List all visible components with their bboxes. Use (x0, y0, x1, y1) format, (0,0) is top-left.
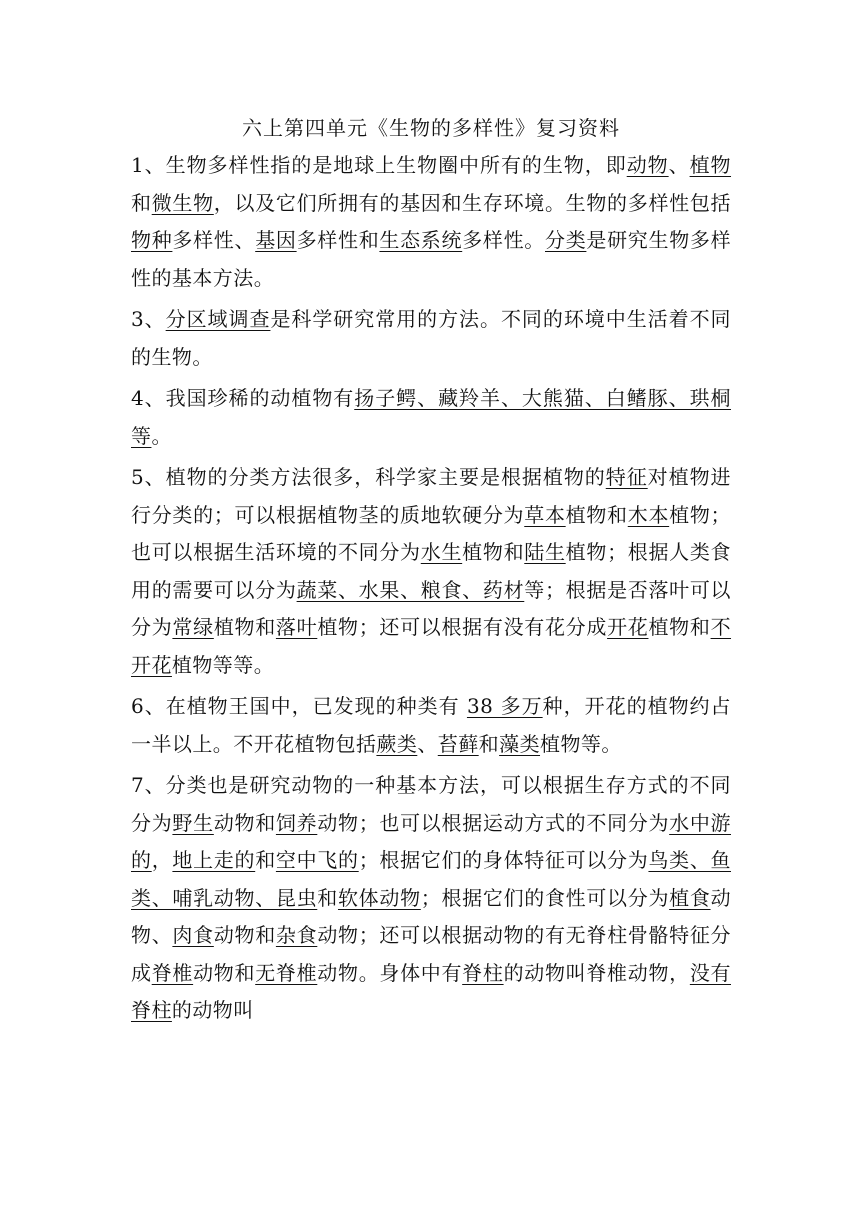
text-segment: 植物和 (213, 615, 276, 639)
underlined-key-term: 生态系统 (379, 228, 463, 252)
underlined-key-term: 分类 (545, 228, 587, 252)
underlined-key-term: 草本 (524, 502, 566, 527)
text-segment: 动物。身体中有 (317, 960, 463, 985)
text-segment: 4、我国珍稀的动植物有 (131, 386, 355, 410)
text-segment: 植物等。 (540, 731, 622, 756)
text-segment: 动物和 (213, 810, 276, 835)
text-segment: 、 (668, 153, 690, 177)
text-segment: ，以及它们所拥有的基因和生存环境。生物的多样性包括 (213, 190, 731, 215)
underlined-key-term: 38 多万 (466, 694, 543, 718)
text-segment: ；根据它们的食性可以分为 (420, 885, 670, 910)
underlined-key-term: 木本 (627, 502, 670, 527)
underlined-key-term: 蔬菜、水果、粮食、药材 (296, 577, 525, 602)
text-segment: 植物；根据人类食用的需要可以分为 (131, 540, 731, 602)
underlined-key-term: 杂食 (275, 923, 318, 947)
underlined-key-term: 特征 (605, 465, 648, 489)
underlined-key-term: 植物 (689, 153, 732, 177)
text-segment: 植物；还可以根据有没有花分成 (317, 615, 608, 639)
underlined-key-term: 落叶 (275, 615, 318, 639)
text-segment: 动物；还可以根据动物的有无脊柱骨骼特征分成 (131, 923, 732, 985)
text-segment: 6、在植物王国中，已发现的种类有 (131, 694, 467, 718)
text-segment: 动物、 (131, 885, 732, 947)
paragraph (131, 301, 731, 376)
underlined-key-term: 植食 (669, 885, 711, 910)
text-segment: 种，开花的植物约占一半以上。不开花植物包括 (131, 694, 732, 756)
underlined-key-term: 微生物 (151, 190, 214, 215)
text-segment: 是科学研究常用的方法。不同的环境中生活着不同的生物。 (131, 307, 732, 369)
underlined-key-term: 藻类 (499, 731, 541, 756)
underlined-key-term: 蕨类 (376, 731, 418, 756)
text-segment: 的动物叫脊椎动物， (503, 960, 690, 985)
text-segment: 3、 (131, 307, 166, 331)
underlined-key-term: 没有脊柱 (131, 960, 731, 1022)
underlined-key-term: 动物 (626, 153, 669, 177)
text-segment: 动物和 (213, 923, 276, 947)
underlined-key-term: 物种 (131, 228, 173, 252)
paragraph (131, 380, 731, 455)
text-segment: 植物和 (565, 502, 628, 527)
paragraph (131, 459, 731, 684)
document-title: 六上第四单元《生物的多样性》复习资料 (242, 116, 620, 140)
text-segment: 和 (131, 190, 152, 215)
underlined-key-term: 水生 (420, 540, 463, 564)
underlined-key-term: 扬子鳄、藏羚羊、大熊猫、白鳍豚、珙桐等 (131, 386, 731, 448)
text-segment: 是研究生物多样性的基本方法。 (131, 228, 732, 290)
underlined-key-term: 不开花 (131, 615, 732, 677)
text-segment: 、 (417, 731, 438, 756)
underlined-key-term: 分区域调查 (165, 307, 271, 331)
underlined-key-term: 地上走的 (172, 848, 256, 872)
text-segment: 等；根据是否落叶可以分为 (131, 577, 732, 639)
text-segment: 多样性、 (172, 228, 256, 252)
underlined-key-term: 空中飞的 (275, 848, 359, 872)
paragraph (131, 767, 731, 1030)
paragraph (131, 688, 731, 763)
text-segment: 1、生物多样性指的是地球上生物圈中所有的生物，即 (131, 153, 627, 177)
underlined-key-term: 肉食 (172, 923, 214, 947)
underlined-key-term: 开花 (607, 615, 649, 639)
text-segment: 动物；也可以根据运动方式的不同分为 (317, 810, 670, 835)
underlined-key-term: 陆生 (524, 540, 566, 564)
text-segment: 和 (478, 731, 500, 756)
text-segment: 和 (255, 848, 276, 872)
text-segment: 5、植物的分类方法很多，科学家主要是根据植物的 (131, 465, 606, 489)
underlined-key-term: 无脊椎 (255, 960, 318, 985)
text-segment: 的动物叫 (171, 998, 254, 1022)
text-segment: 和 (317, 885, 338, 910)
underlined-key-term: 鸟类、鱼类、哺乳动物、昆虫 (131, 848, 731, 910)
underlined-key-term: 软体动物 (337, 885, 421, 910)
text-segment: 植物和 (462, 540, 525, 564)
text-segment: 植物；也可以根据生活环境的不同分为 (131, 502, 731, 564)
underlined-key-term: 苔藓 (437, 731, 479, 756)
underlined-key-term: 常绿 (172, 615, 214, 639)
text-segment: ， (151, 848, 173, 872)
text-segment: 多样性和 (296, 228, 380, 252)
underlined-key-term: 脊柱 (462, 960, 504, 985)
underlined-key-term: 饲养 (275, 810, 318, 835)
paragraph (131, 147, 731, 297)
text-segment: 植物等等。 (171, 652, 275, 677)
text-segment: 7、分类也是研究动物的一种基本方法，可以根据生存方式的不同分为 (131, 773, 731, 835)
text-segment: 。 (151, 423, 172, 448)
document-body (131, 147, 731, 1030)
text-segment: 动物和 (193, 960, 256, 985)
underlined-key-term: 基因 (255, 228, 297, 252)
text-segment: ；根据它们的身体特征可以分为 (358, 848, 649, 872)
underlined-key-term: 野生 (172, 810, 214, 835)
text-segment: 植物和 (648, 615, 711, 639)
underlined-key-term: 脊椎 (151, 960, 194, 985)
text-segment: 多样性。 (462, 228, 545, 252)
underlined-key-term: 水中游的 (131, 810, 731, 872)
text-segment: 对植物进行分类的；可以根据植物茎的质地软硬分为 (131, 465, 731, 527)
